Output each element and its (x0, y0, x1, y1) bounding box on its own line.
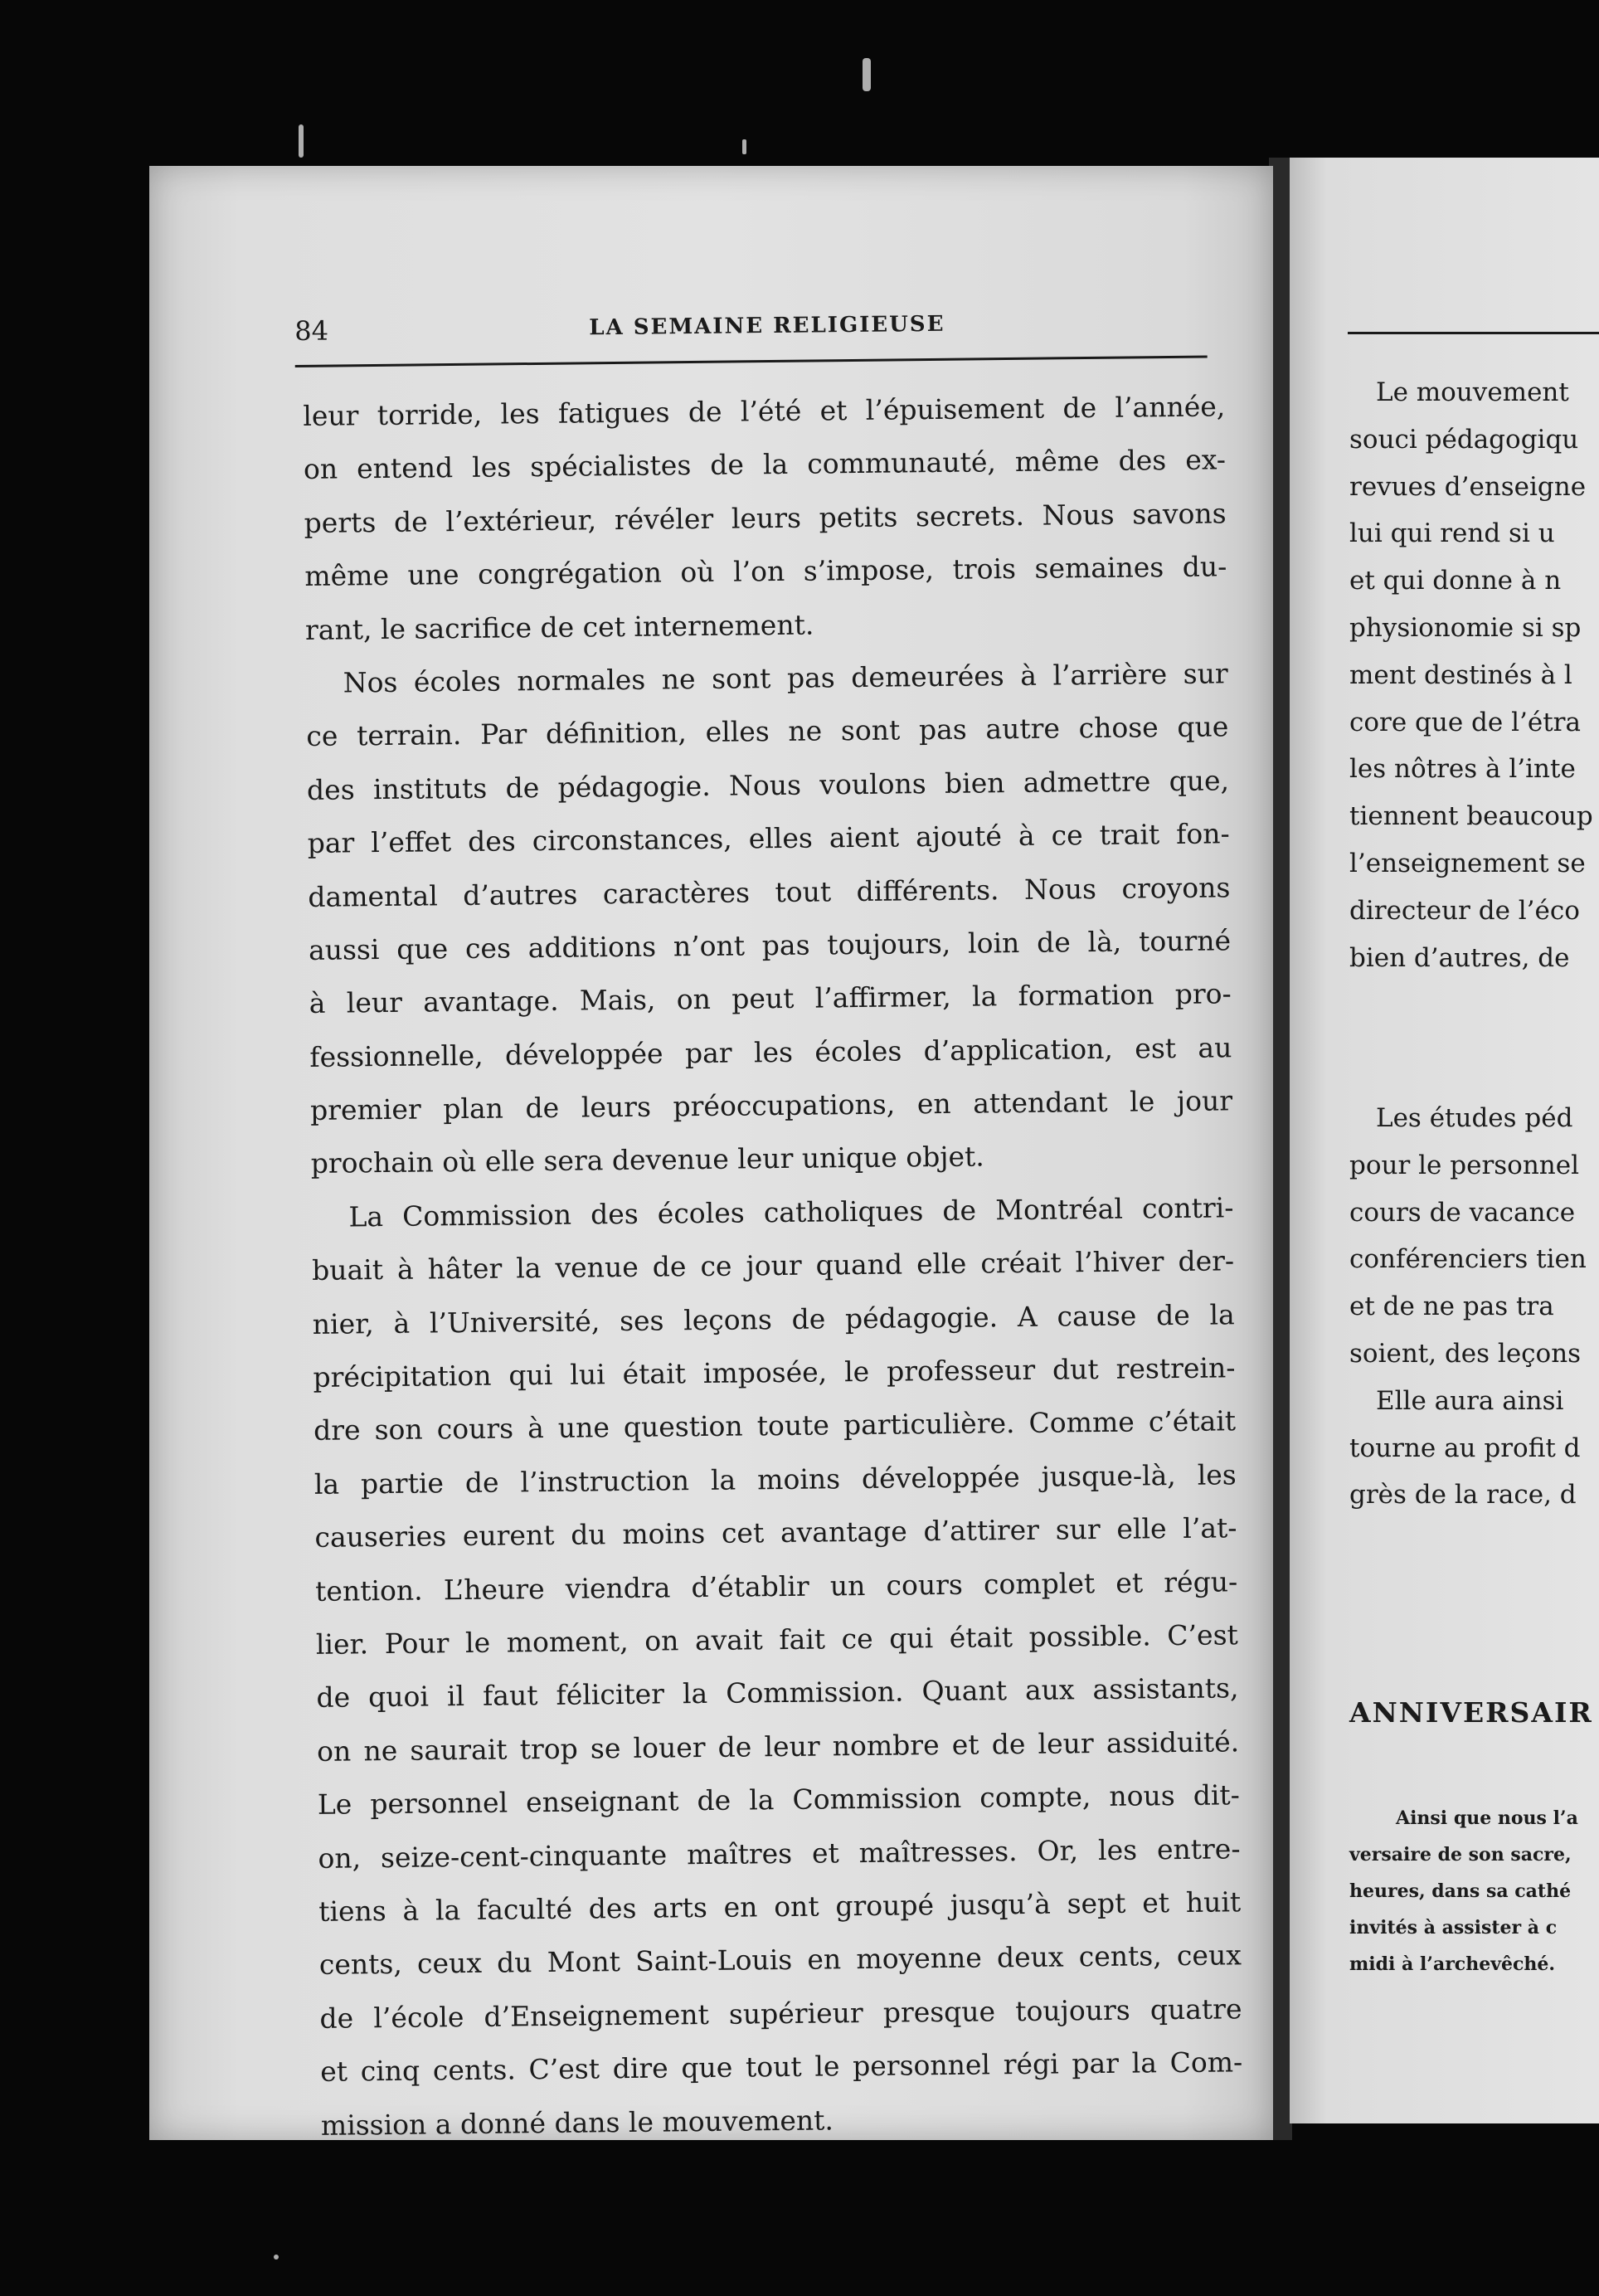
text-line: Le mouvement (1376, 377, 1569, 407)
text-line: invités à assister à c (1349, 1917, 1558, 1938)
text-line: de quoi il faut féliciter la Commission. Quant aux assistants, (316, 1671, 1239, 1715)
text-line: aussi que ces additions n’ont pas toujours, loin de là, tourné (308, 924, 1232, 966)
text-line: souci pédagogiqu (1349, 424, 1579, 455)
dust-mark (863, 58, 871, 91)
text-line: heures, dans sa cathé (1349, 1880, 1572, 1902)
text-line: pour le personnel (1349, 1150, 1580, 1180)
text-line: précipitation qui lui était imposée, le professeur dut restrein- (313, 1351, 1236, 1394)
text-line: premier plan de leurs préoccupations, en attendant le jour (309, 1084, 1233, 1127)
text-line: Le personnel enseignant de la Commission compte, nous dit- (317, 1778, 1241, 1822)
text-line: ment destinés à l (1349, 659, 1572, 690)
text-line: buait à hâter la venue de ce jour quand elle créait l’hiver der- (311, 1244, 1235, 1287)
text-line: directeur de l’éco (1349, 895, 1580, 926)
text-line: lui qui rend si u (1349, 518, 1555, 549)
text-line: dre son cours à une question toute particulière. Comme c’était (313, 1404, 1237, 1447)
text-line: tiens à la faculté des arts en ont groupé jusqu’à sept et huit (318, 1885, 1242, 1928)
text-line: grès de la race, d (1349, 1480, 1577, 1510)
right-small-text (1349, 1800, 1599, 1982)
text-line: à leur avantage. Mais, on peut l’affirmer, la formation pro- (309, 977, 1232, 1020)
text-line: ce terrain. Par définition, elles ne sont pas autre chose que (306, 710, 1229, 753)
text-line: physionomie si sp (1349, 612, 1582, 643)
page-number: 84 (294, 314, 329, 347)
text-line: soient, des leçons (1349, 1338, 1582, 1369)
right-text-block-2 (1349, 1095, 1599, 1519)
text-line: de l’école d’Enseignement supérieur presque toujours quatre (319, 1992, 1242, 2035)
text-line: conférenciers tien (1349, 1244, 1587, 1275)
text-line: rant, le sacrifice de cet internement. (304, 608, 814, 646)
text-line: midi à l’archevêché. (1349, 1953, 1556, 1975)
running-head: LA SEMAINE RELIGIEUSE (589, 311, 945, 341)
text-line: perts de l’extérieur, révéler leurs petits secrets. Nous savons (304, 497, 1227, 539)
text-line: damental d’autres caractères tout différents. Nous croyons (308, 870, 1231, 913)
right-page (1290, 158, 1599, 2123)
text-line: prochain où elle sera devenue leur unique objet. (310, 1140, 984, 1180)
text-line: les nôtres à l’inte (1349, 754, 1576, 785)
text-line: mission a donné dans le mouvement. (320, 2103, 834, 2142)
dust-mark (299, 124, 304, 158)
text-line: Ainsi que nous l’a (1396, 1807, 1578, 1829)
page-header (294, 297, 1208, 367)
text-line: et qui donne à n (1349, 566, 1562, 596)
text-line: on ne saurait trop se louer de leur nombre et de leur assiduité. (316, 1725, 1240, 1768)
text-line: causeries eurent du moins cet avantage d’attirer sur elle l’at- (314, 1511, 1237, 1554)
right-text-block-1 (1349, 369, 1599, 981)
text-line: core que de l’étra (1349, 707, 1581, 737)
text-line: fessionnelle, développée par les écoles d’application, est au (309, 1030, 1232, 1073)
text-line: lier. Pour le moment, on avait fait ce qui était possible. C’est (315, 1618, 1238, 1661)
text-line: leur torride, les fatigues de l’été et l’épuisement de l’année, (303, 390, 1226, 432)
left-page (149, 166, 1273, 2140)
text-line: tiennent beaucoup (1349, 801, 1593, 832)
text-line: l’enseignement se (1349, 848, 1586, 878)
text-line: et cinq cents. C’est dire que tout le personnel régi par la Com- (320, 2045, 1243, 2088)
text-line: on entend les spécialistes de la communauté, même des ex- (303, 443, 1227, 486)
text-line: par l’effet des circonstances, elles aient ajouté à ce trait fon- (307, 817, 1230, 860)
text-line: Nos écoles normales ne sont pas demeurées à l’arrière sur (343, 657, 1228, 699)
dust-mark (274, 2255, 279, 2260)
text-line: la partie de l’instruction la moins développée jusque-là, les (313, 1458, 1237, 1501)
text-line: tourne au profit d (1349, 1433, 1581, 1463)
dust-mark (742, 139, 746, 154)
text-line: des instituts de pédagogie. Nous voulons bien admettre que, (306, 764, 1230, 806)
text-line: même une congrégation où l’on s’impose, trois semaines du- (304, 550, 1227, 593)
text-line: bien d’autres, de (1349, 942, 1570, 973)
text-line: nier, à l’Université, ses leçons de pédagogie. A cause de la (312, 1297, 1235, 1340)
text-line: La Commission des écoles catholiques de Montréal contri- (348, 1191, 1234, 1233)
text-line: versaire de son sacre, (1349, 1844, 1572, 1866)
text-line: Elle aura ainsi (1376, 1385, 1564, 1416)
text-line: et de ne pas tra (1349, 1292, 1554, 1322)
text-line: tention. L’heure viendra d’établir un cours complet et régu- (314, 1564, 1238, 1608)
text-line: cents, ceux du Mont Saint-Louis en moyenne deux cents, ceux (318, 1938, 1242, 1982)
text-line: revues d’enseigne (1349, 471, 1587, 502)
section-heading: ANNIVERSAIR (1349, 1696, 1593, 1729)
header-rule (1348, 332, 1599, 334)
text-line: on, seize-cent-cinquante maîtres et maîtresses. Or, les entre- (318, 1831, 1241, 1875)
text-line: Les études péd (1376, 1103, 1573, 1133)
body-text (303, 380, 1243, 2152)
text-line: cours de vacance (1349, 1197, 1576, 1228)
